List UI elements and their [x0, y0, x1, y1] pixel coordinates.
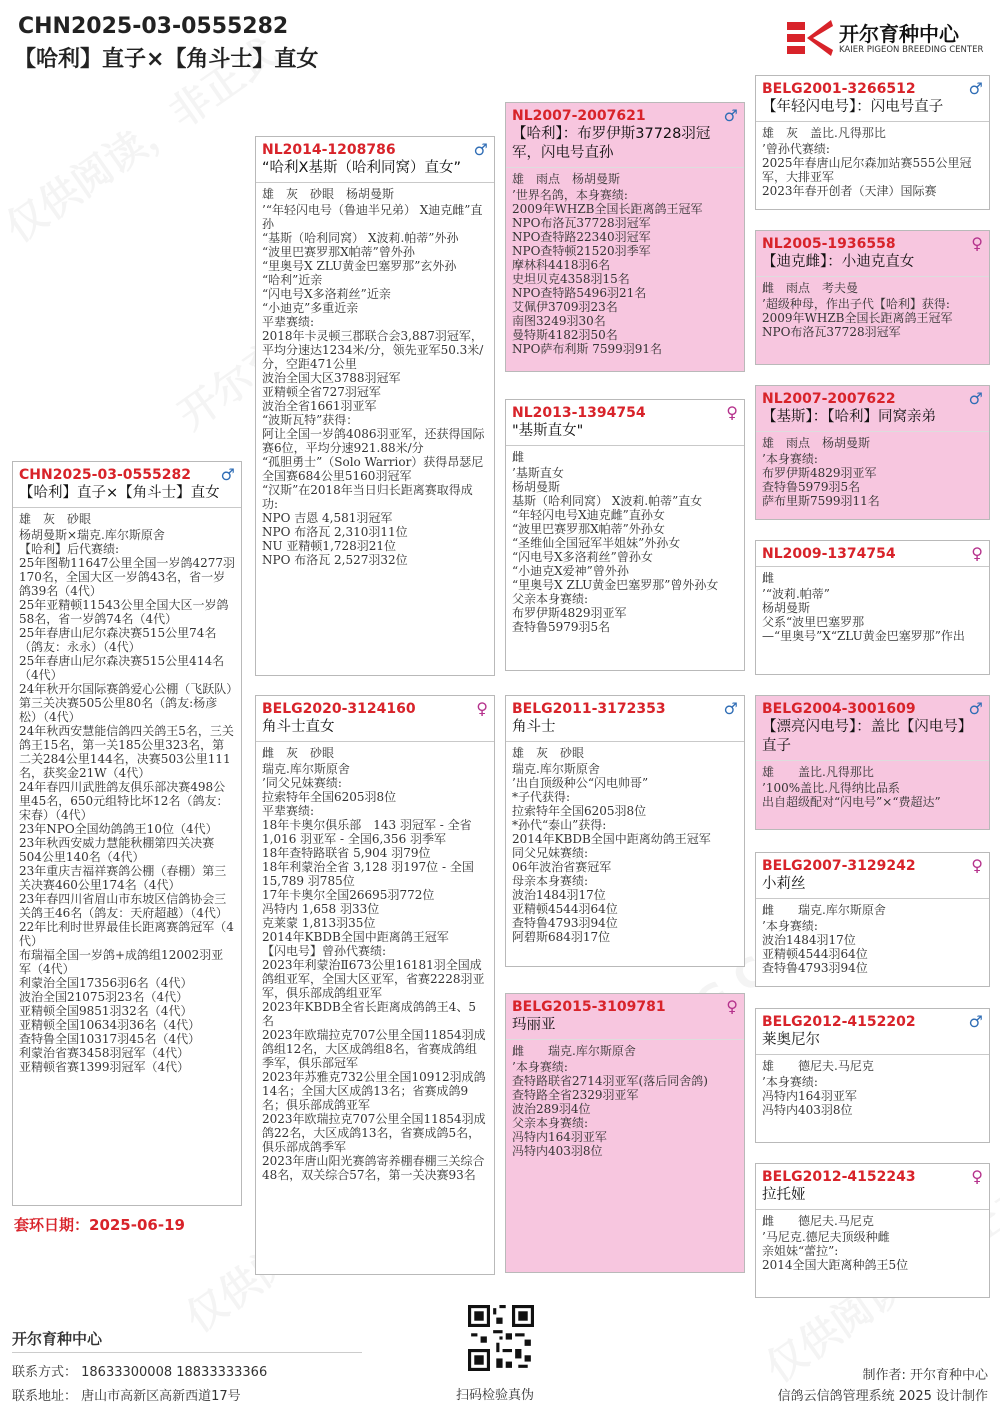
record-line: 瑞克.库尔斯原舍: [262, 762, 350, 776]
record-line: 2025年春唐山尼尔森加站赛555公里冠军，大排亚军: [762, 156, 972, 184]
card-body: [756, 122, 989, 202]
record-line: ’本身赛绩:: [762, 919, 818, 933]
ring-number: NL2013-1394754: [512, 405, 646, 421]
pigeon-attributes: [762, 903, 983, 917]
ring-number: BELG2012-4152243: [762, 1169, 916, 1185]
ring-number: NL2007-2007622: [762, 391, 896, 407]
pigeon-name: 【迪克雌】：小迪克直女: [762, 254, 915, 270]
record-line: 克莱蒙 1,813羽35位: [262, 916, 376, 930]
male-icon: ♂: [723, 106, 738, 125]
record-line: 06年波治省赛冠军: [512, 860, 612, 874]
record-line: 23年秋西安威力慧能秋棚第四关决赛504公里140名（4代）: [19, 836, 215, 864]
attribute: 雌: [262, 746, 275, 760]
attribute: 雨点: [786, 436, 811, 450]
footer-maker: 制作者: 开尔育种中心: [862, 1368, 988, 1383]
pigeon-attributes: [262, 746, 488, 760]
card-body: [756, 432, 989, 512]
record-line: “波里巴赛罗那X帕蒂”曾外孙: [262, 245, 415, 259]
card-header: [506, 400, 744, 446]
ring-number: BELG2015-3109781: [512, 999, 666, 1015]
record-line: “圣维仙全国冠军半姐妹”外孙女: [512, 536, 681, 550]
card-body: [756, 277, 989, 343]
record-line: 冯特内403羽8位: [762, 1103, 853, 1117]
record-line: NPO查特顿21520羽季军: [512, 244, 651, 258]
pigeon-name: "基斯直女": [512, 423, 584, 439]
female-icon: ♀: [971, 856, 983, 875]
pedigree-card-dss: [755, 695, 990, 830]
attribute: 雄: [762, 126, 775, 140]
record-line: 24年春四川武胜鸽友俱乐部决赛498公里45名，650元组特比坏12名（鸽友：宋春）（4代）: [19, 780, 229, 822]
record-line: 17年卡奥尔全国26695羽772位: [262, 888, 435, 902]
record-line: 亚精顿全国9851羽32名（4代）: [19, 1004, 193, 1018]
record-line: “小迪克X爱神”曾外孙: [512, 564, 629, 578]
record-line: 利蒙治省赛3458羽冠军（4代）: [19, 1046, 190, 1060]
record-line: 23年重庆吉福祥赛鸽公棚（春棚）第三关决赛460公里174名（4代）: [19, 864, 227, 892]
ring-number: BELG2011-3172353: [512, 701, 666, 717]
female-icon: ♀: [971, 544, 983, 563]
pigeon-name: 拉托娅: [762, 1187, 806, 1203]
record-line: 18年卡奥尔俱乐部 143 羽冠军 - 全省1,016 羽亚军 - 全国6,356 羽季军: [262, 818, 472, 846]
ring-number: BELG2012-4152202: [762, 1014, 916, 1030]
record-line: 父亲本身赛绩:: [512, 592, 589, 606]
record-line: ’出自顶级种公“闪电帅哥”: [512, 776, 649, 790]
record-line: 查特鲁4793羽94位: [512, 916, 618, 930]
card-header: [756, 76, 989, 122]
record-line: ’超级种母，作出子代【哈利】获得:: [762, 297, 950, 311]
card-body: [756, 899, 989, 979]
female-icon: ♀: [726, 403, 738, 422]
footer-address: 联系地址： 唐山市高新区高新西道17号: [12, 1389, 241, 1404]
record-line: 2014全国大距离种鸽王5位: [762, 1258, 909, 1272]
record-line: 同父兄妹赛绩:: [512, 846, 589, 860]
attribute: 考夫曼: [822, 281, 859, 295]
male-icon: ♂: [968, 79, 983, 98]
attribute: 雌: [512, 450, 525, 464]
record-line: ’世界名鸽，本身赛绩:: [512, 188, 628, 202]
record-line: 2023年春开创者（天津）国际赛: [762, 184, 937, 198]
record-line: 25年图勒11647公里全国一岁鸽4277羽170名，全国大区一岁鸽43名，省一岁鸽39名（4代）: [19, 556, 235, 598]
record-line: 2009年WHZB全国长距离鸽王冠军: [762, 311, 953, 325]
record-line: 24年秋西安慧能信鸽四关鸽王5名，三关鸽王15名，第一关185公里323名，第二关284公里144名，决赛503公里111名，获奖金21W（4代）: [19, 724, 234, 780]
record-line: “里奥号X ZLU黄金巴塞罗那”玄外孙: [262, 259, 457, 273]
attribute: 雄: [19, 512, 32, 526]
record-line: 18年利蒙治全省 3,128 羽197位 - 全国15,789 羽785位: [262, 860, 474, 888]
record-line: “小迪克”多重近亲: [262, 301, 359, 315]
record-line: 平辈赛绩:: [262, 315, 315, 329]
record-line: 18年查特路联省 5,904 羽79位: [262, 846, 431, 860]
record-line: 阿让全国一岁鸽4086羽亚军，还获得国际赛6位，平均分速921.88米/分: [262, 427, 485, 455]
pigeon-attributes: [762, 571, 983, 585]
record-line: 波治全国大区3788羽冠军: [262, 371, 401, 385]
logo: [785, 18, 990, 58]
card-body: [256, 742, 494, 1186]
attribute: 雌: [762, 1214, 775, 1228]
card-header: [756, 1164, 989, 1210]
card-header: [13, 462, 241, 508]
record-line: 2023年利蒙治Ⅱ673公里16181羽全国成鸽组亚军，全国大区亚军，省赛2228羽亚军，俱乐部成鸽组亚军: [262, 958, 485, 1000]
female-icon: ♀: [476, 699, 488, 718]
pigeon-attributes: [762, 281, 983, 295]
ring-date: 套环日期：2025-06-19: [14, 1216, 185, 1234]
record-line: 杨胡曼斯: [512, 480, 561, 494]
page-ring-number: CHN2025-03-0555282: [18, 14, 289, 39]
record-line: 利蒙治全国17356羽6名（4代）: [19, 976, 193, 990]
ring-number: NL2007-2007621: [512, 108, 646, 124]
record-line: ’本身赛绩:: [762, 452, 818, 466]
attribute: 德尼夫.马尼克: [798, 1214, 874, 1228]
pedigree-card-ddd: [755, 1163, 990, 1298]
footer-contact: 联系方式： 18633300008 18833333366: [12, 1365, 268, 1380]
ring-number: BELG2007-3129242: [762, 858, 916, 874]
pigeon-name: 【漂亮闪电号】：盖比【闪电号】直子: [762, 719, 973, 754]
pigeon-name: 角斗士: [512, 719, 556, 735]
record-line: 冯特内164羽亚军: [762, 1089, 857, 1103]
record-line: 2023年苏雅克732公里全国10912羽成鸽14名；全国大区成鸽13名；省赛成鸽9名；俱乐部成鸽亚军: [262, 1070, 486, 1112]
logo-name: 开尔育种中心: [839, 22, 959, 46]
attribute: 灰: [786, 126, 799, 140]
record-line: ’“波莉.帕蒂”: [762, 587, 830, 601]
pedigree-card-sire: [255, 136, 495, 676]
record-line: —“里奥号”X“ZLU黄金巴塞罗那”作出: [762, 629, 965, 643]
attribute: 雄: [762, 436, 775, 450]
attribute: 杨胡曼斯: [572, 172, 621, 186]
pigeon-attributes: [762, 1214, 983, 1228]
attribute: 瑞克.库尔斯原舍: [798, 903, 886, 917]
record-line: 查特鲁5979羽5名: [762, 480, 861, 494]
record-line: 拉索特年全国6205羽8位: [512, 804, 647, 818]
card-header: [256, 137, 494, 183]
card-body: [756, 761, 989, 813]
footer-name: 开尔育种中心: [12, 1330, 103, 1348]
record-line: 基斯（哈利同窝） X波莉.帕蒂”直女: [512, 494, 703, 508]
record-line: 母亲本身赛绩:: [512, 874, 589, 888]
ring-number: NL2009-1374754: [762, 546, 896, 562]
attribute: 杨胡曼斯: [822, 436, 871, 450]
record-line: 史坦贝克4358羽15名: [512, 272, 630, 286]
record-line: 波治1484羽17位: [512, 888, 606, 902]
pedigree-card-sdd: [755, 540, 990, 675]
record-line: NPO 布洛瓦 2,527羽32位: [262, 553, 408, 567]
pedigree-card-dsd: [755, 852, 990, 987]
pigeon-attributes: [512, 746, 738, 760]
record-line: ’曾孙代赛绩:: [762, 142, 830, 156]
pedigree-card-dds: [755, 1008, 990, 1143]
pigeon-name: 玛丽亚: [512, 1017, 556, 1033]
pedigree-card-sds: [755, 385, 990, 520]
card-header: [506, 994, 744, 1040]
card-body: [506, 446, 744, 638]
card-body: [506, 168, 744, 360]
record-line: 亚精顿4544羽64位: [512, 902, 618, 916]
attribute: 雨点: [536, 172, 561, 186]
pigeon-attributes: [262, 187, 488, 201]
pigeon-attributes: [19, 512, 235, 526]
pigeon-name: “哈利X基斯（哈利同窝）直女”: [262, 160, 461, 176]
record-line: NPO 布洛瓦 2,310羽11位: [262, 525, 408, 539]
record-line: 阿碧斯684羽17位: [512, 930, 611, 944]
record-line: 波治289羽4位: [512, 1102, 591, 1116]
pigeon-name: 【年轻闪电号】：闪电号直子: [762, 99, 944, 115]
pedigree-card-dd: [505, 993, 745, 1273]
record-line: 查特路全省2329羽亚军: [512, 1088, 639, 1102]
record-line: 曼特斯4182羽50名: [512, 328, 618, 342]
pigeon-name: 【哈利】：布罗伊斯37728羽冠军，闪电号直孙: [512, 126, 711, 161]
record-line: ’本身赛绩:: [762, 1075, 818, 1089]
ring-number: NL2005-1936558: [762, 236, 896, 252]
pedigree-card-subject: [12, 461, 242, 1206]
record-line: 拉索特年全国6205羽8位: [262, 790, 397, 804]
pedigree-card-ss: [505, 102, 745, 372]
record-line: 波治1484羽17位: [762, 933, 856, 947]
pedigree-card-dam: [255, 695, 495, 1275]
record-line: 23年春四川省眉山市东坡区信鸽协会三关鸽王46名（鸽友：天府超越）（4代）: [19, 892, 228, 920]
female-icon: ♀: [726, 997, 738, 1016]
card-body: [256, 183, 494, 571]
attribute: 砂眼: [310, 187, 335, 201]
attribute: 雄: [512, 746, 525, 760]
record-line: 查特鲁全国10317羽45名（4代）: [19, 1032, 201, 1046]
record-line: 【哈利】后代赛绩:: [19, 542, 120, 556]
ring-number: CHN2025-03-0555282: [19, 467, 191, 483]
record-line: NPO布洛瓦37728羽冠军: [512, 216, 651, 230]
card-header: [506, 696, 744, 742]
pigeon-name: 小莉丝: [762, 876, 806, 892]
card-body: [756, 1055, 989, 1121]
page-title: 【哈利】直子×【角斗士】直女: [14, 47, 319, 72]
record-line: 查特路联省2714羽亚军(落后同舍鸽): [512, 1074, 708, 1088]
record-line: NPO 吉恩 4,581羽冠军: [262, 511, 393, 525]
record-line: 2018年卡灵顿三郡联合会3,887羽冠军，平均分速达1234米/分，领先亚军50.3米/分，空距471公里: [262, 329, 484, 371]
record-line: 2014年KBDB全国中距离幼鸽王冠军: [512, 832, 711, 846]
attribute: 灰: [43, 512, 56, 526]
record-line: 2023年唐山阳光赛鸽寄养棚春棚三关综合48名，双关综合57名，第一关决赛93名: [262, 1154, 485, 1182]
record-line: “孤胆勇士”（Solo Warrior）获得昂瑟尼全国赛684公里5160羽冠军: [262, 455, 484, 483]
ring-number: BELG2004-3001609: [762, 701, 916, 717]
logo-name-en: KAIER PIGEON BREEDING CENTER: [839, 45, 984, 55]
record-line: “波里巴赛罗那X帕蒂”外孙女: [512, 522, 665, 536]
attribute: 砂眼: [560, 746, 585, 760]
male-icon: ♂: [473, 140, 488, 159]
record-line: ’基斯直女: [512, 466, 564, 480]
card-body: [756, 567, 989, 647]
record-line: 布瑞福全国一岁鸽+成鸽组12002羽亚军（4代）: [19, 948, 224, 976]
record-line: 2009年WHZB全国长距离鸽王冠军: [512, 202, 703, 216]
record-line: 平辈赛绩:: [262, 804, 315, 818]
card-header: [756, 386, 989, 432]
attribute: 雄: [762, 765, 775, 779]
record-line: 24年秋开尔国际赛鸽爱心公棚（飞跃队）第三关决赛505公里80名（鸽友:杨彦松）（4代）: [19, 682, 233, 724]
record-line: 亚精顿全省727羽冠军: [262, 385, 381, 399]
record-line: 冯特内403羽8位: [512, 1144, 603, 1158]
record-line: 亚精顿4544羽64位: [762, 947, 868, 961]
attribute: 盖比.凡得那比: [798, 765, 874, 779]
card-header: [756, 231, 989, 277]
pigeon-attributes: [762, 1059, 983, 1073]
pigeon-attributes: [512, 450, 738, 464]
attribute: 德尼夫.马尼克: [798, 1059, 874, 1073]
male-icon: ♂: [968, 389, 983, 408]
attribute: 雌: [762, 281, 775, 295]
record-line: 摩林科4418羽6名: [512, 258, 611, 272]
pedigree-card-sss: [755, 75, 990, 210]
attribute: 雌: [762, 571, 775, 585]
attribute: 砂眼: [67, 512, 92, 526]
record-line: 冯特内 1,658 羽33位: [262, 902, 380, 916]
card-header: [756, 853, 989, 899]
pedigree-card-ssd: [755, 230, 990, 365]
card-body: [756, 1210, 989, 1276]
attribute: 砂眼: [310, 746, 335, 760]
pigeon-attributes: [762, 436, 983, 450]
footer-system: 信鸽云信鸽管理系统 2025 设计制作: [777, 1389, 988, 1404]
record-line: ’100%盖比.凡得纳比品系: [762, 781, 900, 795]
record-line: ’“年轻闪电号（鲁迪半兄弟） X迪克雌”直孙: [262, 203, 483, 231]
card-header: [756, 541, 989, 567]
pigeon-name: 【哈利】直子×【角斗士】直女: [19, 485, 220, 501]
record-line: ’本身赛绩:: [512, 1060, 568, 1074]
pedigree-card-ds: [505, 695, 745, 967]
record-line: 23年NPO全国幼鸽鸽王10位（4代）: [19, 822, 218, 836]
attribute: 雌: [762, 903, 775, 917]
card-body: [13, 508, 241, 1078]
pigeon-attributes: [762, 126, 983, 140]
attribute: 灰: [286, 746, 299, 760]
record-line: 2014年KBDB全国中距离鸽王冠军: [262, 930, 449, 944]
card-header: [756, 1009, 989, 1055]
record-line: “年轻闪电号X迪克雌”直孙女: [512, 508, 665, 522]
card-header: [256, 696, 494, 742]
attribute: 雨点: [786, 281, 811, 295]
record-line: 波治全国21075羽23名（4代）: [19, 990, 189, 1004]
male-icon: ♂: [220, 465, 235, 484]
pigeon-name: 角斗士直女: [262, 719, 335, 735]
record-line: 杨胡曼斯: [762, 601, 811, 615]
record-line: 2023年欧瑞拉克707公里全国11854羽成鸽22名，大区成鸽13名，省赛成鸽5名，俱乐部成鸽季军: [262, 1112, 486, 1154]
record-line: 艾佩伊3709羽23名: [512, 300, 618, 314]
record-line: “闪电号X多洛莉丝”曾孙女: [512, 550, 653, 564]
ring-number: BELG2001-3266512: [762, 81, 916, 97]
pigeon-name: 【基斯】：【哈利】同窝亲弟: [762, 409, 936, 425]
record-line: 25年亚精顿11543公里全国大区一岁鸽58名，省一岁鸽74名（4代）: [19, 598, 229, 626]
pigeon-attributes: [512, 1044, 738, 1058]
footer-divider: [12, 1352, 362, 1353]
record-line: 25年春唐山尼尔森决赛515公里74名（鸽友：永永）（4代）: [19, 626, 217, 654]
card-body: [506, 1040, 744, 1162]
record-line: 亲姐妹“蕾拉”:: [762, 1244, 839, 1258]
record-line: “波斯瓦特”获得：: [262, 413, 359, 427]
record-line: NPO萨布利斯 7599羽91名: [512, 342, 663, 356]
attribute: 盖比.凡得那比: [810, 126, 886, 140]
record-line: 父系“波里巴塞罗那: [762, 615, 865, 629]
record-line: 2023年KBDB全省长距离成鸽鸽王4、5名: [262, 1000, 477, 1028]
record-line: 22年比利时世界最佳长距离赛鸽冠军（4代）: [19, 920, 234, 948]
qr-code-icon[interactable]: [468, 1305, 534, 1371]
record-line: NPO查特路22340羽冠军: [512, 230, 651, 244]
card-header: [506, 103, 744, 168]
record-line: *孙代“泰山”获得:: [512, 818, 607, 832]
record-line: 查特鲁4793羽94位: [762, 961, 868, 975]
record-line: “里奥号X ZLU黄金巴塞罗那”曾外孙女: [512, 578, 719, 592]
attribute: 杨胡曼斯: [346, 187, 395, 201]
qr-label: 扫码检验真伪: [456, 1388, 535, 1403]
record-line: 查特鲁5979羽5名: [512, 620, 611, 634]
attribute: 灰: [536, 746, 549, 760]
male-icon: ♂: [968, 1012, 983, 1031]
record-line: ’同父兄妹赛绩:: [262, 776, 342, 790]
attribute: 灰: [286, 187, 299, 201]
attribute: 雄: [262, 187, 275, 201]
female-icon: ♀: [971, 1167, 983, 1186]
attribute: 雌: [512, 1044, 525, 1058]
card-header: [756, 696, 989, 761]
record-line: 25年春唐山尼尔森决赛515公里414名（4代）: [19, 654, 225, 682]
record-line: 【闪电号】曾孙代赛绩:: [262, 944, 387, 958]
record-line: “哈利”近亲: [262, 273, 323, 287]
record-line: 波治全省1661羽亚军: [262, 399, 377, 413]
record-line: 亚精顿全国10634羽36名（4代）: [19, 1018, 201, 1032]
record-line: “汉斯”在2018年当日归长距离赛取得成功:: [262, 483, 473, 511]
attribute: 瑞克.库尔斯原舍: [548, 1044, 636, 1058]
ring-number: NL2014-1208786: [262, 142, 396, 158]
record-line: NU 亚精顿1,728羽21位: [262, 539, 397, 553]
card-body: [506, 742, 744, 948]
male-icon: ♂: [968, 699, 983, 718]
record-line: 布罗伊斯4829羽亚军: [512, 606, 627, 620]
record-line: 出自超级配对“闪电号”×“费超达”: [762, 795, 941, 809]
pedigree-card-sd: [505, 399, 745, 671]
record-line: 父亲本身赛绩:: [512, 1116, 589, 1130]
female-icon: ♀: [971, 234, 983, 253]
record-line: 亚精顿省赛1399羽冠军（4代）: [19, 1060, 190, 1074]
record-line: “闪电号X多洛莉丝”近亲: [262, 287, 391, 301]
record-line: 冯特内164羽亚军: [512, 1130, 607, 1144]
record-line: NPO布洛瓦37728羽冠军: [762, 325, 901, 339]
record-line: 瑞克.库尔斯原舍: [512, 762, 600, 776]
attribute: 雄: [512, 172, 525, 186]
record-line: ’马尼克.德尼夫顶级种雌: [762, 1230, 890, 1244]
record-line: “基斯（哈利同窝） X波莉.帕蒂”外孙: [262, 231, 459, 245]
record-line: *子代获得:: [512, 790, 571, 804]
ring-number: BELG2020-3124160: [262, 701, 416, 717]
pigeon-attributes: [512, 172, 738, 186]
record-line: 布罗伊斯4829羽亚军: [762, 466, 877, 480]
male-icon: ♂: [723, 699, 738, 718]
record-line: 萨布里斯7599羽11名: [762, 494, 880, 508]
attribute: 雄: [762, 1059, 775, 1073]
record-line: 杨胡曼斯×瑞克.库尔斯原舍: [19, 528, 165, 542]
record-line: 2023年欧瑞拉克707公里全国11854羽成鸽组12名，大区成鸽组8名，省赛成鸽组季军，俱乐部冠军: [262, 1028, 486, 1070]
record-line: 南图3249羽30名: [512, 314, 606, 328]
pigeon-name: 莱奥尼尔: [762, 1032, 820, 1048]
record-line: NPO查特路5496羽21名: [512, 286, 647, 300]
pigeon-attributes: [762, 765, 983, 779]
logo-icon: [785, 18, 835, 58]
